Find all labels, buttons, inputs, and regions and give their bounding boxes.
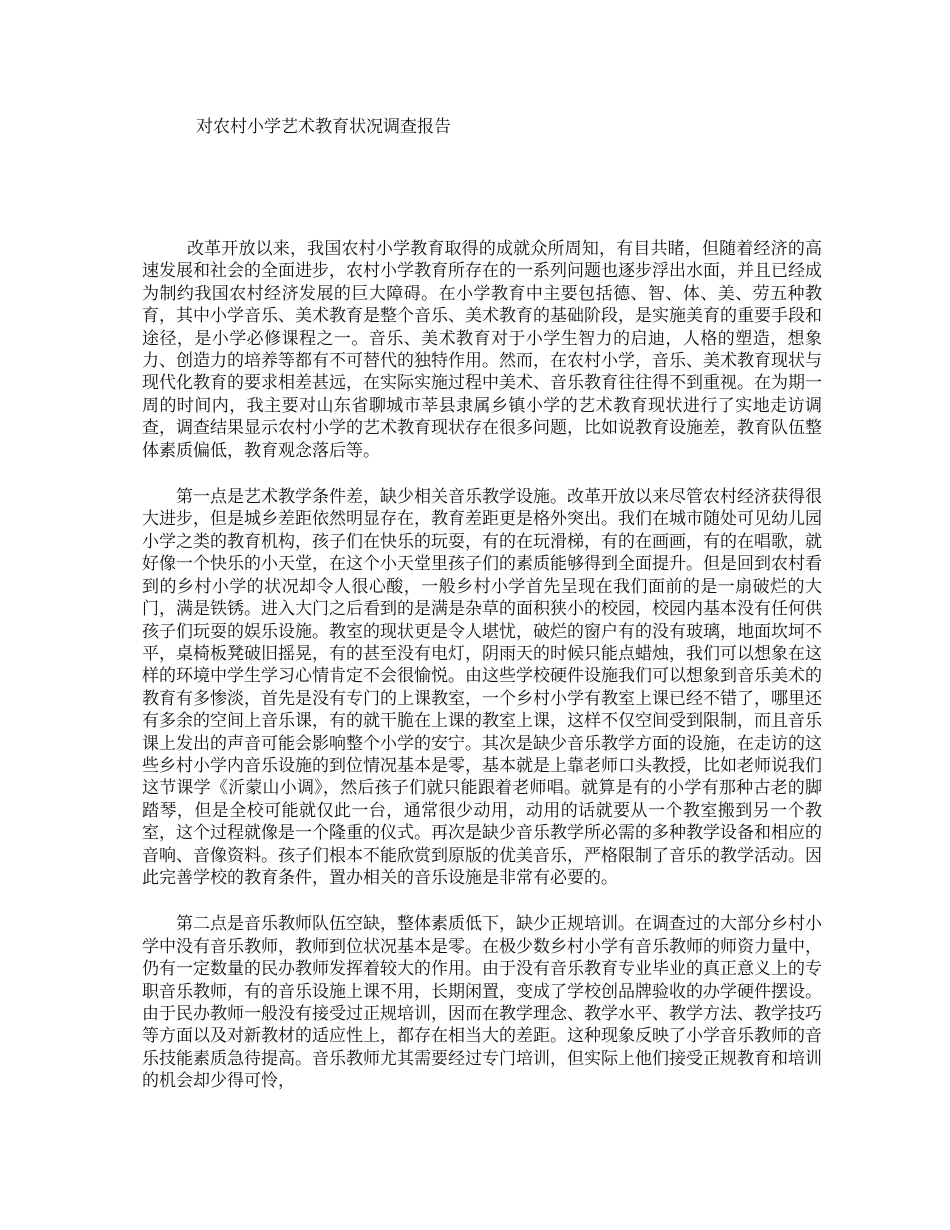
paragraph-intro: 改革开放以来，我国农村小学教育取得的成就众所周知，有目共睹，但随着经济的高速发展和社会的全面进步，农村小学教育所存在的一系列问题也逐步浮出水面，并且已经成为制约我国农村经济发展的巨大障碍。在小学教育中主要包括德、智、体、美、劳五种教育，其中小学音乐、美术教育是整个音乐、美术教育的基础阶段，是实施美育的重要手段和途径，是小学必修课程之一。音乐、美术教育对于小学生智力的启迪，人格的塑造，想象力、创造力的培养等都有不可替代的独特作用。然而，在农村小学，音乐、美术教育现状与现代化教育的要求相差甚远，在实际实施过程中美术、音乐教育往往得不到重视。在为期一周的时间内，我主要对山东省聊城市莘县隶属乡镇小学的艺术教育现状进行了实地走访调查，调查结果显示农村小学的艺术教育现状存在很多问题，比如说教育设施差，教育队伍整体素质偏低，教育观念落后等。 — [142, 239, 822, 461]
paragraph-point-two: 第二点是音乐教师队伍空缺，整体素质低下，缺少正规培训。在调查过的大部分乡村小学中没有音乐教师，教师到位状况基本是零。在极少数乡村小学有音乐教师的师资力量中，仍有一定数量的民办教师发挥着较大的作用。由于没有音乐教育专业毕业的真正意义上的专职音乐教师，有的音乐设施上课不用，长期闲置，变成了学校创品牌验收的办学硬件摆设。由于民办教师一般没有接受过正规培训，因而在教学理念、教学水平、教学方法、教学技巧等方面以及对新教材的适应性上，都存在相当大的差距。这种现象反映了小学音乐教师的音乐技能素质急待提高。音乐教师尤其需要经过专门培训，但实际上他们接受正规教育和培训的机会却少得可怜， — [142, 914, 822, 1092]
document-title: 对农村小学艺术教育状况调查报告 — [196, 117, 451, 137]
paragraph-point-one: 第一点是艺术教学条件差，缺少相关音乐教学设施。改革开放以来尽管农村经济获得很大进步，但是城乡差距依然明显存在，教育差距更是格外突出。我们在城市随处可见幼儿园小学之类的教育机构，孩子们在快乐的玩耍，有的在玩滑梯，有的在画画，有的在唱歌，就好像一个快乐的小天堂，在这个小天堂里孩子们的素质能够得到全面提升。但是回到农村看到的乡村小学的状况却令人很心酸，一般乡村小学首先呈现在我们面前的是一扇破烂的大门，满是铁锈。进入大门之后看到的是满是杂草的面积狭小的校园，校园内基本没有任何供孩子们玩耍的娱乐设施。教室的现状更是令人堪忧，破烂的窗户有的没有玻璃，地面坎坷不平，桌椅板凳破旧摇晃，有的甚至没有电灯，阴雨天的时候只能点蜡烛，我们可以想象在这样的环境中学生学习心情肯定不会很愉悦。由这些学校硬件设施我们可以想象到音乐美术的教育有多惨淡，首先是没有专门的上课教室，一个乡村小学有教室上课已经不错了，哪里还有多余的空间上音乐课，有的就干脆在上课的教室上课，这样不仅空间受到限制，而且音乐课上发出的声音可能会影响整个小学的安宁。其次是缺少音乐教学方面的设施，在走访的这些乡村小学内音乐设施的到位情况基本是零，基本就是上靠老师口头教授，比如老师说我们这节课学《沂蒙山小调》，然后孩子们就只能跟着老师唱。就算是有的小学有那种古老的脚踏琴，但是全校可能就仅此一台，通常很少动用，动用的话就要从一个教室搬到另一个教室，这个过程就像是一个隆重的仪式。再次是缺少音乐教学所必需的多种教学设备和相应的音响、音像资料。孩子们根本不能欣赏到原版的优美音乐，严格限制了音乐的教学活动。因此完善学校的教育条件，置办相关的音乐设施是非常有必要的。 — [142, 487, 822, 888]
document-body — [142, 238, 822, 1117]
